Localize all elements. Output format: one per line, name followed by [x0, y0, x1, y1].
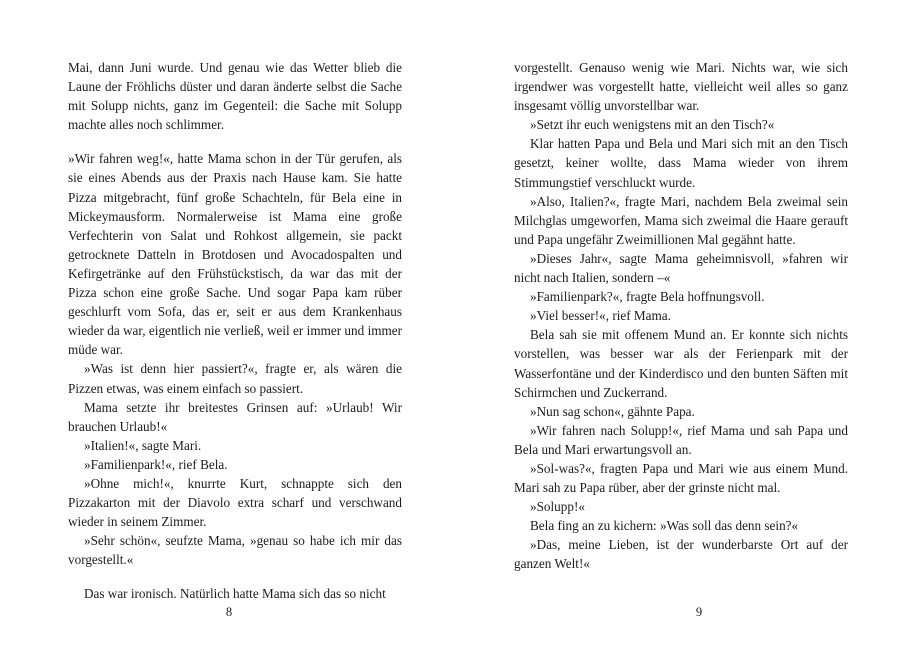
paragraph: »Dieses Jahr«, sagte Mama geheimnisvoll, »fahren wir nicht nach Italien, sondern –« [514, 250, 848, 286]
page-number-left: 8 [225, 605, 233, 619]
paragraph: »Solupp!« [530, 499, 585, 515]
paragraph: »Ohne mich!«, knurrte Kurt, schnappte sich den Pizzakarton mit der Diavolo extra scharf und verschwand wieder in seinem Zimmer. [68, 475, 402, 530]
paragraph: »Setzt ihr euch wenigstens mit an den Tisch?« [530, 117, 775, 133]
paragraph: Das war ironisch. Natürlich hatte Mama sich das so nicht [84, 586, 386, 602]
paragraph: »Wir fahren nach Solupp!«, rief Mama und sah Papa und Bela und Mari erwartungsvoll an. [514, 422, 848, 457]
paragraph: »Das, meine Lieben, ist der wunderbarste Ort auf der ganzen Welt!« [514, 537, 848, 572]
paragraph: »Familienpark?«, fragte Bela hoffnungsvoll. [530, 289, 765, 305]
paragraph: »Wir fahren weg!«, hatte Mama schon in der Tür gerufen, als sie eines Abends aus der Praxis nach Hause kam. Sie hatte Pizza mitgebracht, fünf große Schachteln, für Bela eine in Mickeymausform. Normalerweise ist Mama eine große Verfechterin von Salat und Rohkost allgemein, sie packt getrocknete Datteln in Brotdosen und Avocadospalten und Kefirgetränke auf den Frühstückstisch, da war das mit der Pizza schon eine große Sache. Und sogar Papa kam rüber geschlurft vom Sofa, das er, seit er aus dem Krankenhaus wieder da war, eigentlich nie verließ, weil er immer und immer müde war. [68, 151, 402, 358]
paragraph: »Sol-was?«, fragten Papa und Mari wie aus einem Mund. Mari sah zu Papa rüber, aber der grinste nicht mal. [514, 460, 848, 496]
paragraph: Bela fing an zu kichern: »Was soll das denn sein?« [530, 518, 799, 534]
paragraph: Mama setzte ihr breitestes Grinsen auf: »Urlaub! Wir brauchen Urlaub!« [68, 399, 402, 434]
page-right [458, 58, 916, 648]
paragraph: »Nun sag schon«, gähnte Papa. [530, 403, 695, 419]
paragraph: »Sehr schön«, seufzte Mama, »genau so habe ich mir das vorgestellt.« [68, 533, 402, 568]
paragraph: Klar hatten Papa und Bela und Mari sich mit an den Tisch gesetzt, keiner wollte, dass Mama wieder von ihrem Stimmungstief verschluckt wurde. [514, 136, 848, 190]
page-left [0, 58, 458, 648]
page-left-text-column [68, 58, 402, 604]
paragraph: »Familienpark!«, rief Bela. [84, 456, 228, 472]
paragraph: »Also, Italien?«, fragte Mari, nachdem Bela zweimal sein Milchglas umgeworfen, Mama sich zweimal die Haare gerauft und Papa ungefähr Zweimillionen Mal gegähnt hatte. [514, 193, 848, 247]
paragraph: Bela sah sie mit offenem Mund an. Er konnte sich nichts vorstellen, was besser war als der Ferienpark mit der Wasserfontäne und der Kinderdisco und den bunten Säften mit Schirmchen und Zuckerrand. [514, 327, 848, 400]
paragraph: Mai, dann Juni wurde. Und genau wie das Wetter blieb die Laune der Fröhlichs düster und daran änderte selbst die Sache mit Solupp nichts, ganz im Gegenteil: die Sache mit Solupp machte alles noch schlimmer. [68, 60, 402, 133]
paragraph: »Was ist denn hier passiert?«, fragte er, als wären die Pizzen etwas, was einem einfach so passiert. [68, 361, 402, 396]
page-number-right: 9 [695, 605, 703, 619]
paragraph: »Italien!«, sagte Mari. [84, 437, 202, 453]
paragraph: vorgestellt. Genauso wenig wie Mari. Nichts war, wie sich irgendwer was vorgestellt hatte, vielleicht weil alles so ganz insgesamt völlig unvorstellbar war. [514, 60, 848, 114]
paragraph: »Viel besser!«, rief Mama. [530, 308, 671, 324]
page-right-text-column [514, 58, 848, 574]
